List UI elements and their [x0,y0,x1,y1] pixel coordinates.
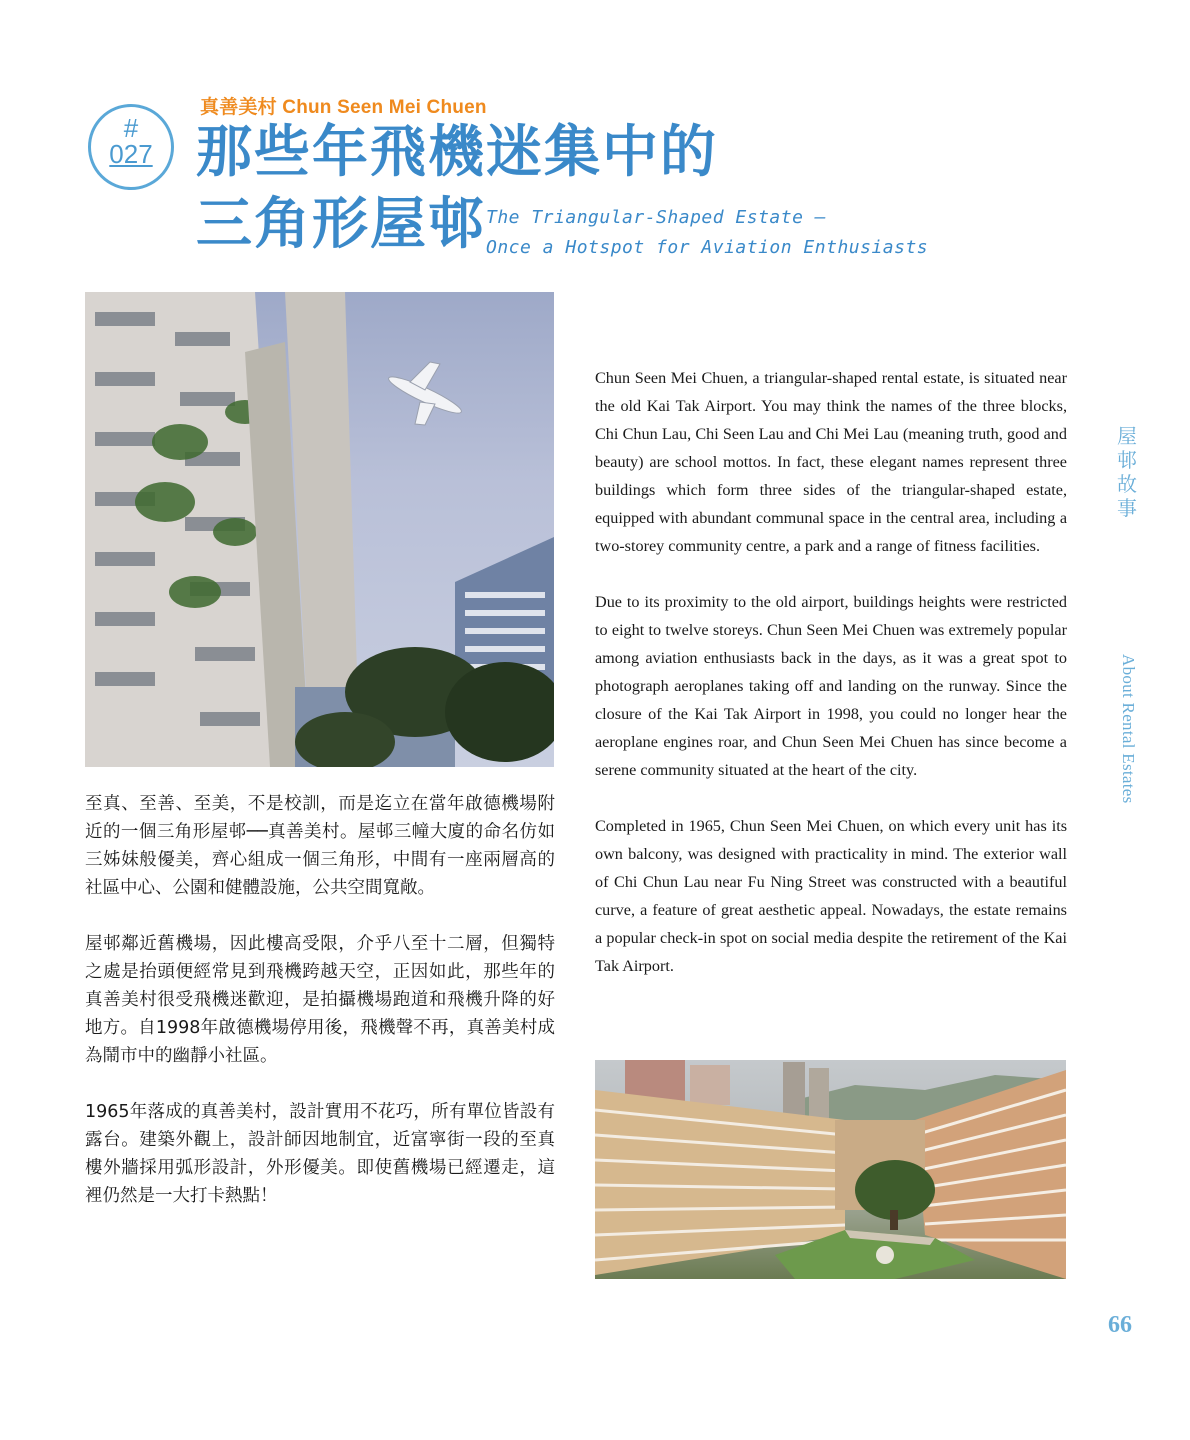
english-title-line-2: Once a Hotspot for Aviation Enthusiasts [486,237,929,258]
english-paragraph-3: Completed in 1965, Chun Seen Mei Chuen, on which every unit has its own balcony, was designed with practicality in mind. The exterior wall of Chi Chun Lau near Fu Ning Street was constructed with a beautiful curve, a feature of great aesthetic appeal. Nowadays, the estate remains a popular check-in spot on social media despite the retirement of the Kai Tak Airport. [595,817,1067,975]
badge-number: 027 [109,139,153,169]
chinese-paragraph-2: 屋邨鄰近舊機場，因此樓高受限，介乎八至十二層，但獨特之處是抬頭便經常見到飛機跨越天空，正因如此，那些年的真善美村很受飛機迷歡迎，是拍攝機場跑道和飛機升降的好地方。自1998年啟德機場停用後，飛機聲不再，真善美村成為鬧市中的幽靜小社區。 [85,934,555,1066]
english-paragraph-2: Due to its proximity to the old airport, buildings heights were restricted to eight to twelve storeys. Chun Seen Mei Chuen was extremely popular among aviation enthusiasts back in the days, as it was a great spot to photograph aeroplanes taking off and landing on the runway. Since the closure of the Kai Tak Airport in 1998, you could no longer hear the aeroplane engines roar, and Chun Seen Mei Chuen has since become a serene community situated at the heart of the city. [595,593,1067,779]
side-tab-chinese [1116,424,1138,520]
english-paragraph-1: Chun Seen Mei Chuen, a triangular-shaped rental estate, is situated near the old Kai Tak Airport. You may think the names of the three blocks, Chi Chun Lau, Chi Seen Lau and Chi Mei Lau (meaning truth, good and beauty) are school mottos. In fact, these elegant names represent three buildings which form three sides of the triangular-shaped estate, equipped with abundant communal space in the central area, including a two-storey community centre, a park and a range of fitness facilities. [595,369,1067,555]
estate-name-kicker: 真善美村 Chun Seen Mei Chuen [200,97,487,118]
photo-aeroplane-over-estate [85,292,554,767]
english-title [486,203,928,263]
badge-hash: # [123,113,139,143]
photo-estate-courtyard [595,1060,1066,1279]
side-tab-char-3: 故 [1117,472,1137,496]
side-tab-char-4: 事 [1117,496,1137,520]
chinese-title-line-2: 三角形屋邨 [196,192,486,257]
side-tab-char-1: 屋 [1117,424,1137,448]
chinese-paragraph-1: 至真、至善、至美，不是校訓，而是迄立在當年啟德機場附近的一個三角形屋邨──真善美村。屋邨三幢大廈的命名仿如三姊妹般優美，齊心組成一個三角形，中間有一座兩層高的社區中心、公園和健體設施，公共空間寬敞。 [85,794,555,898]
chinese-paragraph-3: 1965年落成的真善美村，設計實用不花巧，所有單位皆設有露台。建築外觀上，設計師因地制宜，近富寧街一段的至真樓外牆採用弧形設計，外形優美。即使舊機場已經遷走，這裡仍然是一大打卡熱點！ [85,1102,555,1206]
side-tab-char-2: 邨 [1117,448,1137,472]
page-number: 66 [1108,1312,1132,1338]
side-tab-english: About Rental Estates [1119,654,1138,804]
chinese-title-line-1: 那些年飛機迷集中的 [196,120,718,185]
english-body [595,364,1067,1008]
english-title-line-1: The Triangular-Shaped Estate — [486,207,827,228]
chinese-body [85,790,555,1238]
issue-number-badge [88,104,174,190]
